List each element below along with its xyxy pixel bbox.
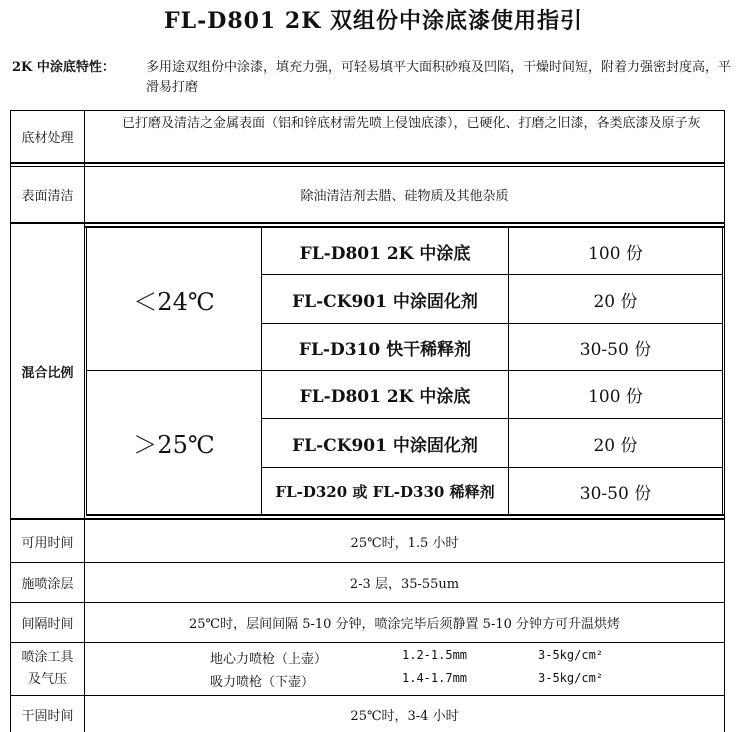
cleaning-text: 除油清洁剂去腊、硅物质及其他杂质 bbox=[300, 189, 509, 204]
gun-nozzle: 1.2-1.5mm bbox=[402, 648, 468, 662]
spec-table bbox=[10, 110, 725, 732]
temp-high: ＞25℃ bbox=[133, 431, 215, 459]
potlife-text: 25℃时，1.5 小时 bbox=[350, 535, 459, 551]
drying-label: 干固时间 bbox=[21, 708, 74, 724]
interval-label: 间隔时间 bbox=[21, 617, 74, 632]
gun-name: 地心力喷枪（上壶） bbox=[210, 652, 328, 667]
substrate-text: 已打磨及清洁之金属表面（铝和锌底材需先喷上侵蚀底漆），已硬化、打磨之旧漆，各类底漆及原子灰 bbox=[122, 116, 701, 131]
temp-low: ＜24℃ bbox=[133, 287, 215, 316]
interval-text: 25℃时，层间间隔 5-10 分钟，喷涂完毕后须静置 5-10 分钟方可升温烘烤 bbox=[188, 617, 621, 632]
ratio-value: 20 份 bbox=[593, 435, 638, 456]
intro-text: 多用途双组份中涂漆，填充力强，可轻易填平大面积砂痕及凹陷，干燥时间短，附着力强密封度高，平滑易打磨 bbox=[146, 60, 732, 95]
ratio-value: 100 份 bbox=[588, 243, 643, 264]
tools-label-line2: 及气压 bbox=[27, 672, 67, 687]
drying-text: 25℃时，3-4 小时 bbox=[350, 708, 459, 724]
gun-nozzle: 1.4-1.7mm bbox=[402, 671, 468, 685]
coats-label: 施喷涂层 bbox=[21, 577, 74, 592]
cleaning-label: 表面清洁 bbox=[21, 189, 74, 204]
ratio-value: 100 份 bbox=[588, 387, 643, 407]
product-name: FL-D801 2K 中涂底 bbox=[299, 387, 471, 407]
tools-label bbox=[11, 643, 84, 695]
mixing-label: 混合比例 bbox=[21, 365, 74, 381]
potlife-label: 可用时间 bbox=[21, 535, 74, 551]
tools-label-line1: 喷涂工具 bbox=[21, 650, 74, 665]
ratio-value: 30-50 份 bbox=[579, 339, 652, 360]
product-name: FL-CK901 中涂固化剂 bbox=[292, 291, 478, 312]
gun-pressure: 3-5kg/cm² bbox=[538, 671, 604, 685]
intro-label: 2K 中涂底特性： bbox=[12, 60, 115, 75]
intro-section bbox=[12, 58, 742, 98]
gun-name: 吸力喷枪（下壶） bbox=[210, 675, 315, 690]
gun-pressure: 3-5kg/cm² bbox=[538, 648, 604, 662]
ratio-value: 20 份 bbox=[593, 291, 638, 312]
product-name: FL-D310 快干稀释剂 bbox=[298, 339, 472, 360]
substrate-label: 底材处理 bbox=[21, 131, 74, 146]
product-name: FL-CK901 中涂固化剂 bbox=[292, 435, 478, 456]
product-name: FL-D320 或 FL-D330 稀释剂 bbox=[275, 482, 495, 501]
ratio-value: 30-50 份 bbox=[579, 483, 652, 504]
page-title: FL-D801 2K 双组份中涂底漆使用指引 bbox=[164, 8, 583, 34]
coats-text: 2-3 层，35-55um bbox=[349, 577, 460, 592]
product-name: FL-D801 2K 中涂底 bbox=[299, 243, 471, 264]
